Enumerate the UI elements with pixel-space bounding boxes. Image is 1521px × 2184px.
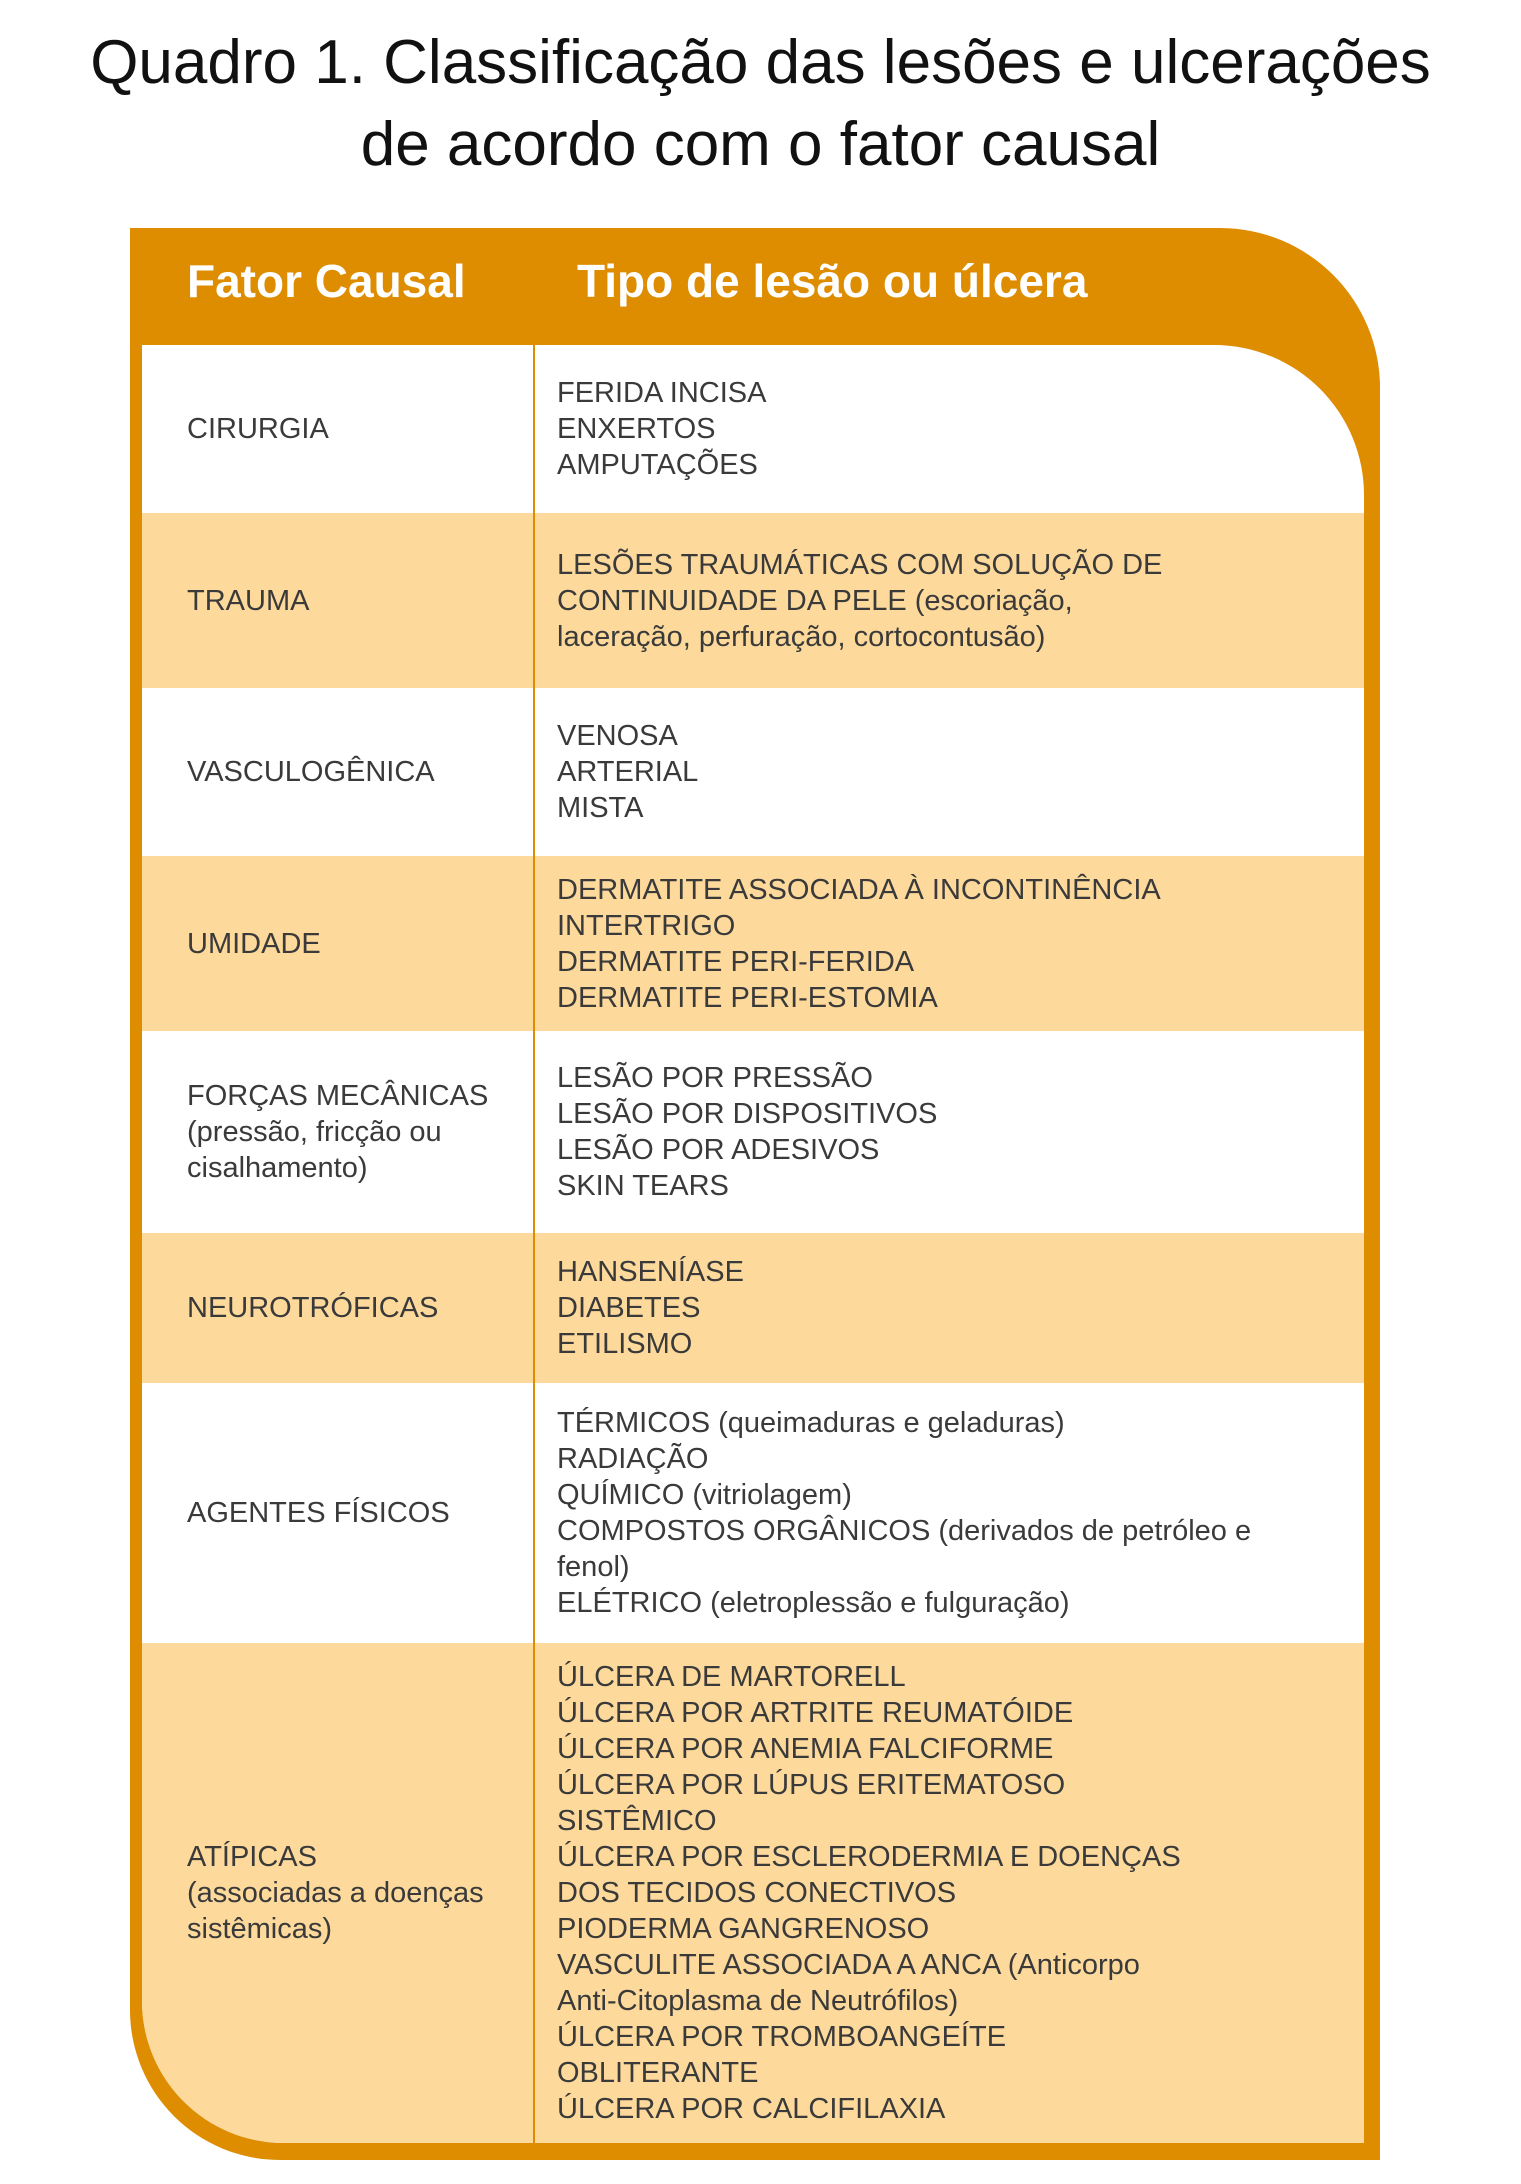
- tipo-lesao-item: SISTÊMICO: [557, 1805, 717, 1837]
- tipo-lesao-item: VASCULITE ASSOCIADA A ANCA (Anticorpo: [557, 1949, 1140, 1981]
- fator-causal-note: (associadas a doenças sistêmicas): [187, 1877, 484, 1945]
- tipo-lesao-item: ENXERTOS: [557, 413, 716, 445]
- tipo-lesao-item: laceração, perfuração, cortocontusão): [557, 620, 1046, 653]
- tipo-lesao-item: HANSENÍASE: [557, 1256, 744, 1288]
- tipo-lesao-item: COMPOSTOS ORGÂNICOS (derivados de petróleo e: [557, 1515, 1252, 1547]
- fator-causal-cell: [187, 1839, 527, 1947]
- tipo-lesao-item: DERMATITE PERI-FERIDA: [557, 945, 915, 978]
- tipo-lesao-item: ÚLCERA POR LÚPUS ERITEMATOSO: [557, 1769, 1066, 1801]
- tipo-lesao-item: LESÃO POR ADESIVOS: [557, 1134, 880, 1166]
- tipo-lesao-item: LESÃO POR PRESSÃO: [557, 1062, 873, 1094]
- table-row: [142, 856, 1364, 1031]
- column-divider: [533, 1643, 535, 2143]
- tipo-lesao-item: ARTERIAL: [557, 756, 699, 788]
- title-line-1: Quadro 1. Classificação das lesões e ulcerações: [90, 28, 1431, 97]
- tipo-lesao-item: DERMATITE ASSOCIADA À INCONTINÊNCIA: [557, 873, 1161, 906]
- tipo-lesao-item: AMPUTAÇÕES: [557, 449, 758, 481]
- table-row: [142, 1233, 1364, 1383]
- tipo-lesao-item: ÚLCERA POR ESCLERODERMIA E DOENÇAS: [557, 1841, 1181, 1873]
- table-row: [142, 1383, 1364, 1643]
- tipo-lesao-item: FERIDA INCISA: [557, 377, 767, 409]
- column-divider: [533, 513, 535, 688]
- tipo-lesao-cell: [557, 1060, 1337, 1204]
- tipo-lesao-item: ETILISMO: [557, 1328, 693, 1360]
- table-row: [142, 513, 1364, 688]
- tipo-lesao-cell: [557, 1659, 1337, 2127]
- tipo-lesao-item: MISTA: [557, 792, 644, 824]
- tipo-lesao-item: ÚLCERA POR ANEMIA FALCIFORME: [557, 1733, 1054, 1765]
- tipo-lesao-item: LESÕES TRAUMÁTICAS COM SOLUÇÃO DE: [557, 548, 1163, 581]
- tipo-lesao-cell: [557, 1254, 1337, 1362]
- table-row: [142, 1031, 1364, 1233]
- tipo-lesao-item: QUÍMICO (vitriolagem): [557, 1479, 852, 1511]
- tipo-lesao-item: DERMATITE PERI-ESTOMIA: [557, 981, 938, 1014]
- fator-causal-cell: [187, 1495, 527, 1531]
- fator-causal-cell: [187, 1078, 527, 1186]
- tipo-lesao-item: DOS TECIDOS CONECTIVOS: [557, 1877, 957, 1909]
- fator-causal-cell: [187, 583, 527, 619]
- classification-table: [142, 345, 1364, 2143]
- column-divider: [533, 688, 535, 856]
- page-title: [0, 22, 1521, 186]
- fator-causal-label: CIRURGIA: [187, 413, 329, 445]
- tipo-lesao-item: ÚLCERA POR ARTRITE REUMATÓIDE: [557, 1697, 1074, 1729]
- fator-causal-label: ATÍPICAS: [187, 1841, 317, 1873]
- tipo-lesao-cell: [557, 718, 1337, 826]
- tipo-lesao-item: RADIAÇÃO: [557, 1443, 709, 1475]
- tipo-lesao-cell: [557, 375, 1337, 483]
- fator-causal-label: UMIDADE: [187, 927, 321, 960]
- table-row: [142, 345, 1364, 513]
- tipo-lesao-item: ELÉTRICO (eletroplessão e fulguração): [557, 1587, 1070, 1619]
- table-row: [142, 688, 1364, 856]
- fator-causal-label: NEUROTRÓFICAS: [187, 1292, 439, 1324]
- tipo-lesao-item: INTERTRIGO: [557, 909, 736, 942]
- column-divider: [533, 345, 535, 513]
- fator-causal-cell: [187, 1290, 527, 1326]
- fator-causal-cell: [187, 411, 527, 447]
- tipo-lesao-item: fenol): [557, 1551, 630, 1583]
- tipo-lesao-item: ÚLCERA POR TROMBOANGEÍTE: [557, 2021, 1007, 2053]
- fator-causal-cell: [187, 754, 527, 790]
- column-divider: [533, 1233, 535, 1383]
- tipo-lesao-item: VENOSA: [557, 720, 678, 752]
- tipo-lesao-cell: [557, 547, 1337, 655]
- tipo-lesao-item: TÉRMICOS (queimaduras e geladuras): [557, 1407, 1065, 1439]
- fator-causal-label: FORÇAS MECÂNICAS: [187, 1080, 489, 1112]
- column-divider: [533, 1031, 535, 1233]
- tipo-lesao-item: LESÃO POR DISPOSITIVOS: [557, 1098, 938, 1130]
- tipo-lesao-item: SKIN TEARS: [557, 1170, 729, 1202]
- column-divider: [533, 856, 535, 1031]
- fator-causal-label: VASCULOGÊNICA: [187, 756, 435, 788]
- tipo-lesao-cell: [557, 1405, 1337, 1621]
- tipo-lesao-item: Anti-Citoplasma de Neutrófilos): [557, 1985, 959, 2017]
- tipo-lesao-item: ÚLCERA DE MARTORELL: [557, 1661, 906, 1693]
- fator-causal-label: TRAUMA: [187, 584, 310, 617]
- tipo-lesao-item: DIABETES: [557, 1292, 701, 1324]
- fator-causal-note: (pressão, fricção ou cisalhamento): [187, 1116, 442, 1184]
- tipo-lesao-cell: [557, 872, 1337, 1016]
- tipo-lesao-item: PIODERMA GANGRENOSO: [557, 1913, 930, 1945]
- table-row: [142, 1643, 1364, 2143]
- header-fator-causal: Fator Causal: [187, 255, 466, 307]
- column-divider: [533, 1383, 535, 1643]
- fator-causal-cell: [187, 926, 527, 962]
- title-line-2: de acordo com o fator causal: [360, 110, 1161, 179]
- tipo-lesao-item: ÚLCERA POR CALCIFILAXIA: [557, 2093, 946, 2125]
- header-tipo-lesao: Tipo de lesão ou úlcera: [577, 255, 1088, 307]
- tipo-lesao-item: CONTINUIDADE DA PELE (escoriação,: [557, 584, 1073, 617]
- fator-causal-label: AGENTES FÍSICOS: [187, 1497, 450, 1529]
- tipo-lesao-item: OBLITERANTE: [557, 2057, 759, 2089]
